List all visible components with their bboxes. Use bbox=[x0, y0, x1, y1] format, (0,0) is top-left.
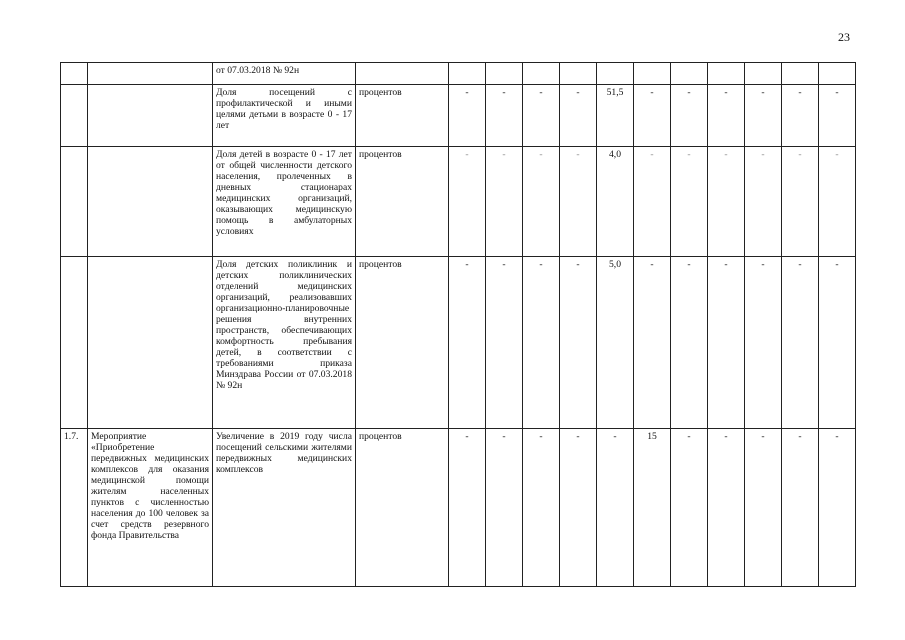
indicator-cell: Увеличение в 2019 году числа посещений сельскими жителями передвижных медицинских комплексов bbox=[213, 429, 356, 587]
value-cell: - bbox=[523, 257, 560, 429]
value-cell: - bbox=[449, 147, 486, 257]
value-cell: - bbox=[523, 147, 560, 257]
value-cell: - bbox=[560, 257, 597, 429]
value-cell: - bbox=[819, 85, 856, 147]
unit-cell: процентов bbox=[356, 147, 449, 257]
table-row bbox=[61, 257, 856, 429]
value-cell: - bbox=[819, 257, 856, 429]
value-cell: - bbox=[745, 147, 782, 257]
value-cell bbox=[745, 63, 782, 85]
value-cell: - bbox=[560, 429, 597, 587]
value-cell: - bbox=[819, 147, 856, 257]
value-cell bbox=[634, 63, 671, 85]
value-cell: - bbox=[782, 429, 819, 587]
page-number: 23 bbox=[838, 30, 850, 44]
value-cell: - bbox=[634, 147, 671, 257]
value-cell: - bbox=[486, 85, 523, 147]
value-cell: - bbox=[597, 429, 634, 587]
value-cell: - bbox=[486, 147, 523, 257]
event-cell bbox=[88, 63, 213, 85]
value-cell: - bbox=[634, 257, 671, 429]
value-cell: - bbox=[745, 429, 782, 587]
value-cell: - bbox=[671, 85, 708, 147]
value-cell bbox=[597, 63, 634, 85]
value-cell bbox=[671, 63, 708, 85]
value-cell: - bbox=[708, 429, 745, 587]
row-number-cell bbox=[61, 63, 88, 85]
indicator-cell: Доля посещений с профилактической и иными целями детьми в возрасте 0 - 17 лет bbox=[213, 85, 356, 147]
value-cell: - bbox=[634, 85, 671, 147]
value-cell bbox=[782, 63, 819, 85]
row-number-cell: 1.7. bbox=[61, 429, 88, 587]
value-cell: - bbox=[449, 257, 486, 429]
indicators-table bbox=[60, 62, 856, 587]
indicator-cell: Доля детских поликлиник и детских поликлинических отделений медицинских организаций, реализовавших организационно-планировочные решения внутренних пространств, обеспечивающих комфортность пребывания детей, в соответствии с требованиями приказа Минздрава России от 07.03.2018 № 92н bbox=[213, 257, 356, 429]
event-cell bbox=[88, 257, 213, 429]
value-cell: 4,0 bbox=[597, 147, 634, 257]
unit-cell: процентов bbox=[356, 257, 449, 429]
indicator-cell: от 07.03.2018 № 92н bbox=[213, 63, 356, 85]
value-cell: - bbox=[671, 429, 708, 587]
value-cell: - bbox=[745, 257, 782, 429]
value-cell: - bbox=[671, 147, 708, 257]
indicator-cell: Доля детей в возрасте 0 - 17 лет от общей численности детского населения, пролеченных в дневных стационарах медицинских организаций, оказывающих медицинскую помощь в амбулаторных условиях bbox=[213, 147, 356, 257]
value-cell bbox=[449, 63, 486, 85]
value-cell: - bbox=[745, 85, 782, 147]
value-cell bbox=[819, 63, 856, 85]
value-cell: - bbox=[523, 429, 560, 587]
table-row bbox=[61, 63, 856, 85]
value-cell: - bbox=[486, 257, 523, 429]
value-cell: - bbox=[819, 429, 856, 587]
value-cell: - bbox=[671, 257, 708, 429]
value-cell: 15 bbox=[634, 429, 671, 587]
table-row bbox=[61, 85, 856, 147]
row-number-cell bbox=[61, 147, 88, 257]
table-row bbox=[61, 429, 856, 587]
value-cell: - bbox=[449, 85, 486, 147]
value-cell bbox=[708, 63, 745, 85]
table-row bbox=[61, 147, 856, 257]
event-cell bbox=[88, 147, 213, 257]
value-cell: - bbox=[708, 85, 745, 147]
value-cell: - bbox=[708, 147, 745, 257]
value-cell: - bbox=[486, 429, 523, 587]
value-cell: 5,0 bbox=[597, 257, 634, 429]
unit-cell: процентов bbox=[356, 429, 449, 587]
value-cell: - bbox=[782, 85, 819, 147]
row-number-cell bbox=[61, 257, 88, 429]
value-cell: - bbox=[449, 429, 486, 587]
row-number-cell bbox=[61, 85, 88, 147]
value-cell: 51,5 bbox=[597, 85, 634, 147]
unit-cell: процентов bbox=[356, 85, 449, 147]
value-cell: - bbox=[560, 85, 597, 147]
value-cell: - bbox=[523, 85, 560, 147]
event-cell bbox=[88, 85, 213, 147]
value-cell bbox=[560, 63, 597, 85]
value-cell: - bbox=[708, 257, 745, 429]
value-cell bbox=[523, 63, 560, 85]
value-cell: - bbox=[782, 147, 819, 257]
value-cell: - bbox=[782, 257, 819, 429]
event-cell: Мероприятие «Приобретение передвижных медицинских комплексов для оказания медицинской помощи жителям населенных пунктов с численностью населения до 100 человек за счет средств резервного фонда Правительства bbox=[88, 429, 213, 587]
value-cell bbox=[486, 63, 523, 85]
unit-cell bbox=[356, 63, 449, 85]
value-cell: - bbox=[560, 147, 597, 257]
